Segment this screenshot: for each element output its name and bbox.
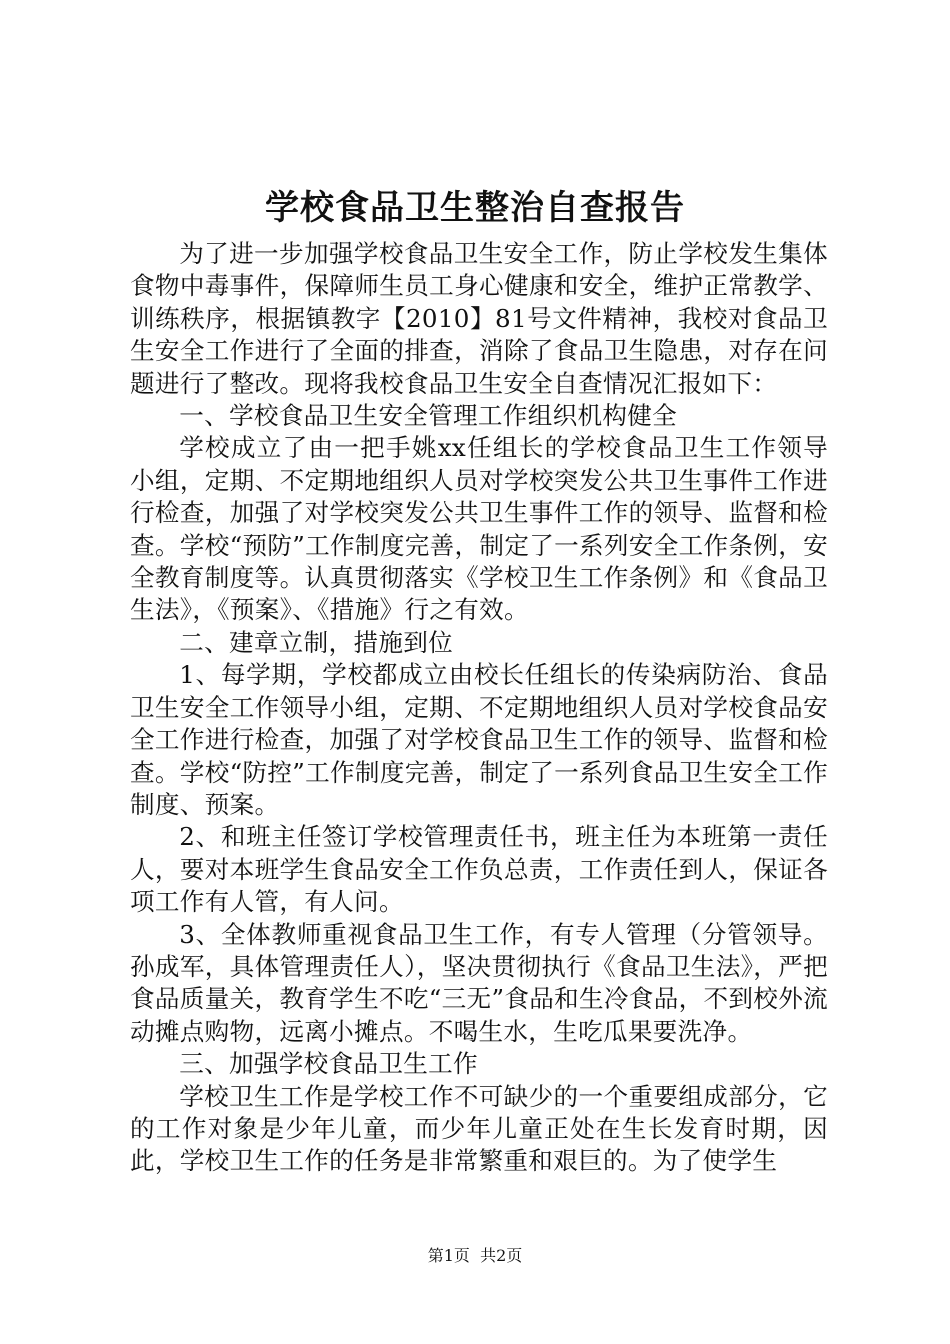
- paragraph-item-2: 2、和班主任签订学校管理责任书，班主任为本班第一责任人，要对本班学生食品安全工作负总责，工作责任到人，保证各项工作有人管，有人问。: [130, 822, 828, 917]
- paragraph-item-1: 1、每学期，学校都成立由校长任组长的传染病防治、食品卫生安全工作领导小组，定期、不定期地组织人员对学校食品安全工作进行检查，加强了对学校食品卫生工作的领导、监督和检查。学校“防控”工作制度完善，制定了一系列食品卫生安全工作制度、预案。: [130, 660, 828, 819]
- page-number-label: 第1页 共2页: [427, 1246, 523, 1265]
- paragraph-section-3: 学校卫生工作是学校工作不可缺少的一个重要组成部分，它的工作对象是少年儿童，而少年儿童正处在生长发育时期，因此，学校卫生工作的任务是非常繁重和艰巨的。为了使学生: [130, 1081, 828, 1176]
- paragraph-intro: 为了进一步加强学校食品卫生安全工作，防止学校发生集体食物中毒事件，保障师生员工身心健康和安全，维护正常教学、训练秩序，根据镇教字【2010】81号文件精神，我校对食品卫生安全工作进行了全面的排查，消除了食品卫生隐患，对存在问题进行了整改。现将我校食品卫生安全自查情况汇报如下：: [130, 239, 828, 398]
- paragraph-section-1: 学校成立了由一把手姚xx任组长的学校食品卫生工作领导小组，定期、不定期地组织人员对学校突发公共卫生事件工作进行检查，加强了对学校突发公共卫生事件工作的领导、监督和检查。学校“预防”工作制度完善，制定了一系列安全工作条例，安全教育制度等。认真贯彻落实《学校卫生工作条例》和《食品卫生法》，《预案》、《措施》行之有效。: [130, 433, 828, 625]
- section-heading-2: 二、建章立制，措施到位: [179, 627, 454, 657]
- page-footer: [0, 1244, 950, 1268]
- document-body: [130, 238, 828, 1178]
- document-title: 学校食品卫生整治自查报告: [265, 188, 685, 228]
- section-heading-1: 一、学校食品卫生安全管理工作组织机构健全: [179, 401, 678, 431]
- section-heading-3: 三、加强学校食品卫生工作: [179, 1049, 478, 1079]
- paragraph-item-3: 3、全体教师重视食品卫生工作，有专人管理（分管领导。孙成军，具体管理责任人），坚决贯彻执行《食品卫生法》，严把食品质量关，教育学生不吃“三无”食品和生冷食品，不到校外流动摊点购物，远离小摊点。不喝生水，生吃瓜果要洗净。: [130, 919, 828, 1046]
